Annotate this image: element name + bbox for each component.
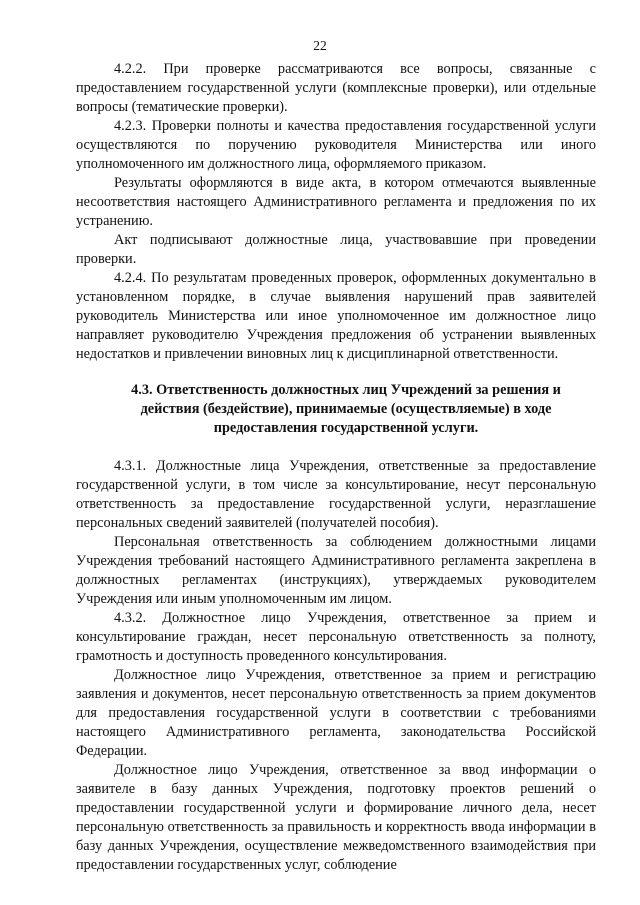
paragraph-4-3-1: 4.3.1. Должностные лица Учреждения, ответственные за предоставление государственной услуги, в том числе за консультирование, несут персональную ответственность за предоставление государственной услуги, неразглашение персональных сведений заявителей (получателей пособия). — [76, 458, 596, 531]
paragraph-personal-responsibility: Персональная ответственность за соблюдением должностными лицами Учреждения требований настоящего Административного регламента закреплена в должностных регламентах (инструкциях), утверждаемых руководителем Учреждения или иным уполномоченным им лицом. — [76, 534, 596, 607]
paragraph-4-2-2: 4.2.2. При проверке рассматриваются все вопросы, связанные с предоставлением государственной услуги (комплексные проверки), или отдельные вопросы (тематические проверки). — [76, 61, 596, 115]
paragraph-act: Акт подписывают должностные лица, участвовавшие при проведении проверки. — [76, 232, 596, 267]
paragraph-4-2-3: 4.2.3. Проверки полноты и качества предоставления государственной услуги осуществляются по поручению руководителя Министерства или иного уполномоченного им должностного лица, оформляемого приказом. — [76, 118, 596, 172]
page-number: 22 — [313, 38, 327, 53]
paragraph-data-entry-officer: Должностное лицо Учреждения, ответственное за ввод информации о заявителе в базу данных Учреждения, подготовку проектов решений о предоставлении государственной услуги и формирование личного дела, несет персональную ответственность за правильность и корректность ввода информации в базу данных Учреждения, осуществление межведомственного взаимодействия при предоставлении государственных услуг, соблюдение — [76, 762, 596, 873]
paragraph-registration-officer: Должностное лицо Учреждения, ответственное за прием и регистрацию заявления и документов, несет персональную ответственность за прием документов для предоставления государственной услуги в соответствии с требованиями настоящего Административного регламента, законодательства Российской Федерации. — [76, 667, 596, 759]
paragraph-4-3-2: 4.3.2. Должностное лицо Учреждения, ответственное за прием и консультирование граждан, несет персональную ответственность за полноту, грамотность и доступность проведенного консультирования. — [76, 610, 596, 664]
paragraph-4-2-4: 4.2.4. По результатам проведенных проверок, оформленных документально в установленном порядке, в случае выявления нарушений прав заявителей руководитель Министерства или иное уполномоченное им должностное лицо направляет руководителю Учреждения предложения об устранении выявленных недостатков и привлечении виновных лиц к дисциплинарной ответственности. — [76, 270, 596, 362]
document-body — [76, 60, 596, 875]
paragraph-results: Результаты оформляются в виде акта, в котором отмечаются выявленные несоответствия настоящего Административного регламента и предложения по их устранению. — [76, 175, 596, 229]
section-heading-4-3: 4.3. Ответственность должностных лиц Учреждений за решения и действия (бездействие), принимаемые (осуществляемые) в ходе предоставления государственной услуги. — [131, 382, 561, 436]
